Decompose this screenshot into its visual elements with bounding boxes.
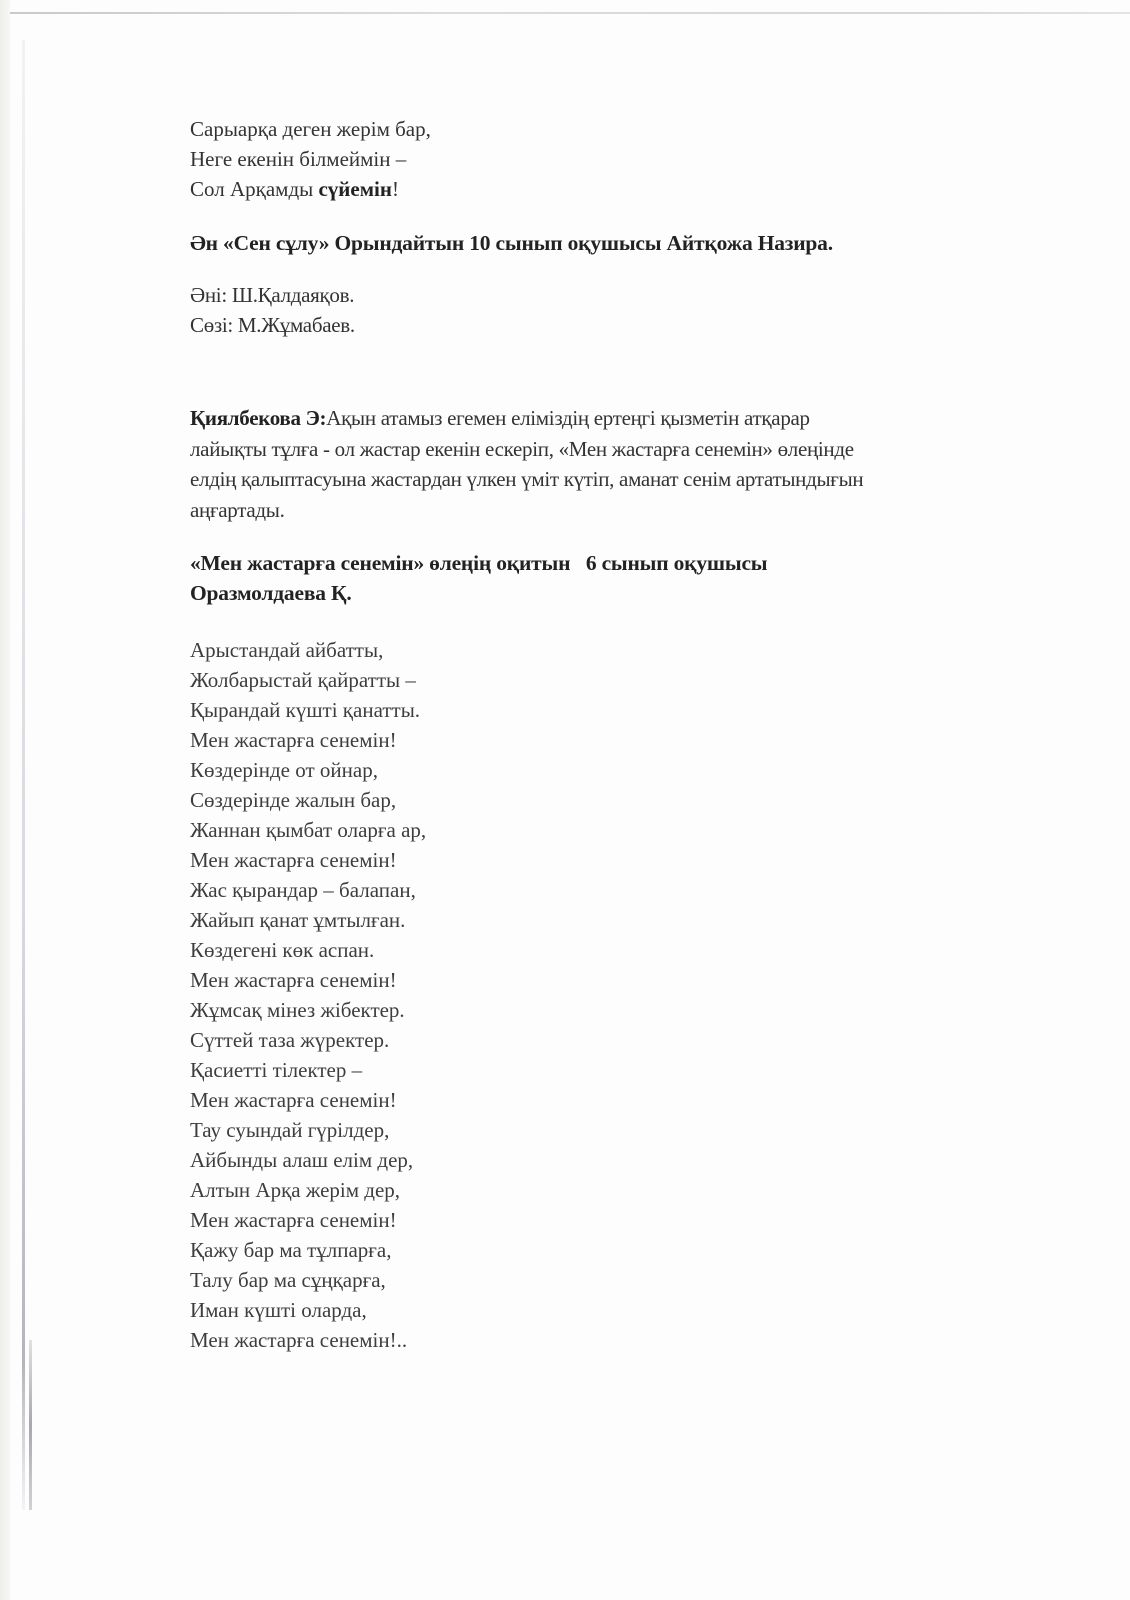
- poem-line: Сөздерінде жалын бар,: [190, 788, 397, 812]
- poem-line: Иман күшті оларда,: [190, 1298, 367, 1322]
- poem-line: Мен жастарға сенемін!: [190, 728, 397, 752]
- poem-line: Қажу бар ма тұлпарға,: [190, 1238, 392, 1262]
- poem-line: Мен жастарға сенемін!: [190, 1088, 397, 1112]
- poem-line: Жас қырандар – балапан,: [190, 878, 416, 902]
- intro-line: Неге екенін білмеймін –: [190, 147, 407, 171]
- poem-line: Жолбарыстай қайратты –: [190, 668, 416, 692]
- poem-line: Арыстандай айбатты,: [190, 638, 384, 662]
- reading-announcement-line-1: «Мен жастарға сенемін» өлеңің оқитын 6 сынып оқушысы: [190, 551, 768, 575]
- poem-line: Қасиетті тілектер –: [190, 1058, 363, 1082]
- poem-line: Алтын Арқа жерім дер,: [190, 1178, 401, 1202]
- poem-line: Мен жастарға сенемін!..: [190, 1328, 408, 1352]
- speaker-name: Қиялбекова Э:: [190, 406, 327, 430]
- poem-line: Көздерінде от ойнар,: [190, 758, 378, 782]
- intro-last-bold: сүйемін: [318, 177, 392, 201]
- poem-line: Мен жастарға сенемін!: [190, 848, 397, 872]
- speech-line: елдің қалыптасуына жастардан үлкен үміт күтіп, аманат сенім артатындығын: [190, 467, 864, 491]
- page-top-edge: [0, 12, 1130, 14]
- speech-paragraph: [190, 403, 1070, 525]
- intro-line: Сарыарқа деген жерім бар,: [190, 117, 431, 141]
- binding-mark: [22, 40, 25, 1510]
- poem-line: Көздегені көк аспан.: [190, 938, 375, 962]
- speech-line: аңғартады.: [190, 497, 285, 522]
- reading-announcement-line-2: Оразмолдаева Қ.: [190, 581, 352, 605]
- song-section: [190, 228, 833, 258]
- poem-line: Жұмсақ мінез жібектер.: [190, 998, 405, 1022]
- poem-line: Сүттей таза жүректер.: [190, 1028, 390, 1052]
- intro-line-last: [190, 174, 431, 204]
- music-credit: Әні: Ш.Қалдаяқов.: [190, 283, 355, 307]
- poem-line: Мен жастарға сенемін!: [190, 968, 397, 992]
- song-credits: [190, 280, 355, 340]
- poem-line: Айбынды алаш елім дер,: [190, 1148, 414, 1172]
- page-left-shadow: [0, 0, 10, 1600]
- poem: [190, 635, 426, 1355]
- poem-line: Қырандай күшті қанатты.: [190, 698, 421, 722]
- intro-stanza: [190, 114, 431, 204]
- intro-last-suffix: !: [391, 177, 399, 201]
- song-announcement: Ән «Сен сұлу» Орындайтын 10 сынып оқушысы Айтқожа Назира.: [190, 231, 833, 255]
- speech-line: лайықты тұлға - ол жастар екенін ескеріп, «Мен жастарға сенемін» өлеңінде: [190, 436, 854, 461]
- poem-line: Тау суындай гүрілдер,: [190, 1118, 390, 1142]
- poem-line: Жаннан қымбат оларға ар,: [190, 818, 427, 842]
- poem-line: Мен жастарға сенемін!: [190, 1208, 397, 1232]
- reading-section: [190, 548, 767, 608]
- lyrics-credit: Сөзі: М.Жұмабаев.: [190, 313, 355, 337]
- speech-line-1: [190, 403, 1070, 434]
- poem-line: Жайып қанат ұмтылған.: [190, 908, 406, 932]
- intro-last-prefix: Сол Арқамды: [190, 177, 319, 201]
- binding-mark-lower: [29, 1340, 32, 1510]
- poem-line: Талу бар ма сұңқарға,: [190, 1268, 386, 1292]
- speech-text: Ақын атамыз егемен еліміздің ертеңгі қызметін атқарар: [326, 406, 810, 430]
